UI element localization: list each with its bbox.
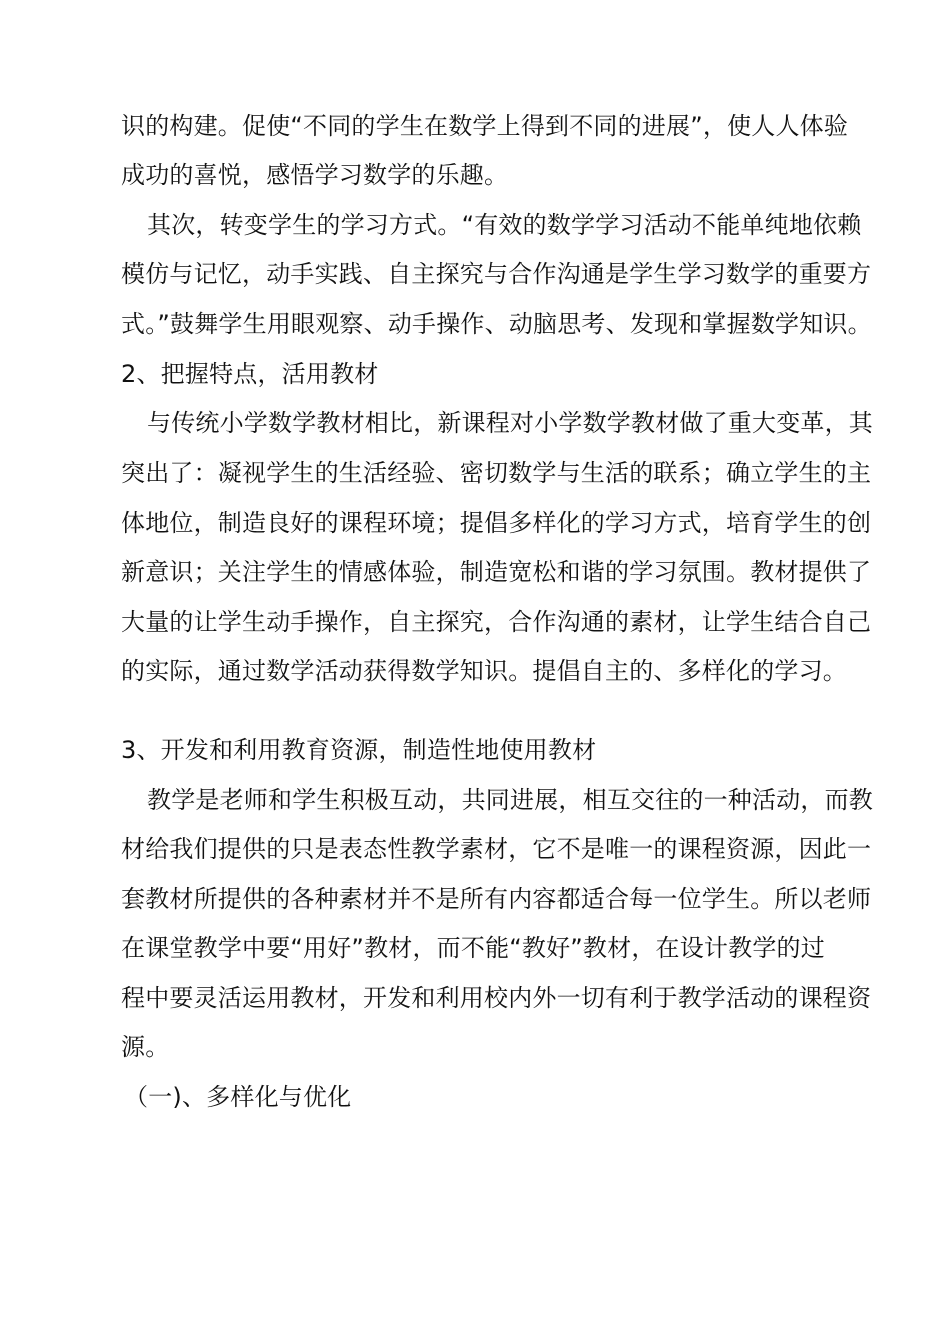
text-line: 源。 <box>121 1033 170 1061</box>
paragraph-first-line: 与传统小学数学教材相比，新课程对小学数学教材做了重大变革，其 <box>147 409 873 437</box>
text-line: 新意识；关注学生的情感体验，制造宽松和谐的学习氛围。教材提供了 <box>121 558 872 586</box>
text-line: 材给我们提供的只是表态性教学素材，它不是唯一的课程资源，因此一 <box>121 835 872 863</box>
paragraph-first-line: 教学是老师和学生积极互动，共同进展，相互交往的一种活动，而教 <box>147 786 873 814</box>
paragraph-first-line: 其次，转变学生的学习方式。“有效的数学学习活动不能单纯地依赖 <box>147 211 862 239</box>
text-line: 模仿与记忆，动手实践、自主探究与合作沟通是学生学习数学的重要方 <box>121 260 872 288</box>
text-line: 成功的喜悦，感悟学习数学的乐趣。 <box>121 161 509 189</box>
text-line: 突出了：凝视学生的生活经验、密切数学与生活的联系；确立学生的主 <box>121 459 872 487</box>
section-heading: 2、把握特点，活用教材 <box>121 360 379 388</box>
text-line: 套教材所提供的各种素材并不是所有内容都适合每一位学生。所以老师 <box>121 885 872 913</box>
text-line: 体地位，制造良好的课程环境；提倡多样化的学习方式，培育学生的创 <box>121 509 872 537</box>
text-line: 式。”鼓舞学生用眼观察、动手操作、动脑思考、发现和掌握数学知识。 <box>121 310 872 338</box>
text-line: 程中要灵活运用教材，开发和利用校内外一切有利于教学活动的课程资 <box>121 984 872 1012</box>
text-line: 大量的让学生动手操作，自主探究，合作沟通的素材，让学生结合自己 <box>121 608 872 636</box>
subsection-heading: （一)、多样化与优化 <box>124 1083 352 1111</box>
text-line: 的实际，通过数学活动获得数学知识。提倡自主的、多样化的学习。 <box>121 657 847 685</box>
text-line: 识的构建。促使“不同的学生在数学上得到不同的进展”，使人人体验 <box>121 112 849 140</box>
section-heading: 3、开发和利用教育资源，制造性地使用教材 <box>121 736 597 764</box>
text-line: 在课堂教学中要“用好”教材，而不能“教好”教材，在设计教学的过 <box>121 934 825 962</box>
